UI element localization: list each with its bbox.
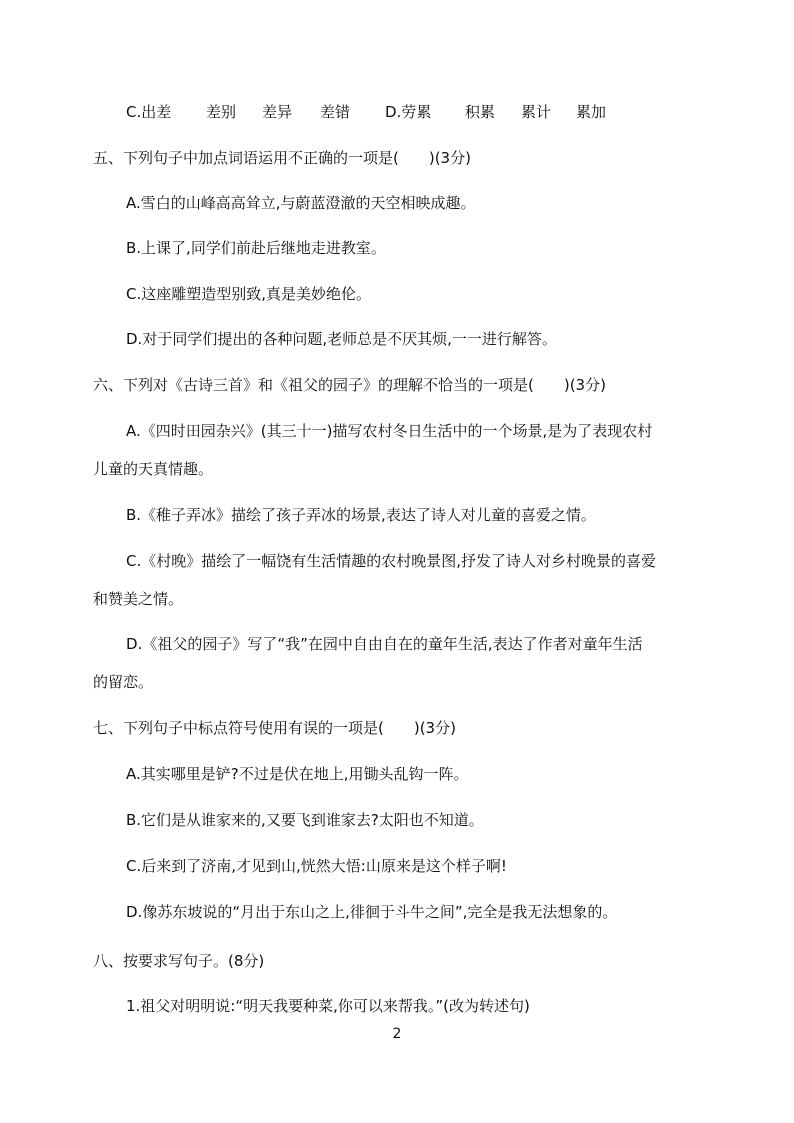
option-c-2: 差别 [206, 103, 237, 121]
q6-option-d-continued: 的留恋。 [93, 673, 154, 691]
q5-option-a: A.雪白的山峰高高耸立,与蔚蓝澄澈的天空相映成趣。 [126, 194, 476, 212]
option-c: C.出差 [126, 103, 172, 121]
q7-option-b: B.它们是从谁家来的,又要飞到谁家去?太阳也不知道。 [126, 811, 484, 829]
question-5-stem: 五、下列句子中加点词语运用不正确的一项是( )(3分) [93, 149, 471, 167]
option-c-3: 差异 [262, 103, 293, 121]
q7-option-c: C.后来到了济南,才见到山,恍然大悟:山原来是这个样子啊! [126, 857, 507, 875]
q8-item-1: 1.祖父对明明说:“明天我要种菜,你可以来帮我。”(改为转述句) [126, 997, 530, 1015]
q7-option-d: D.像苏东坡说的“月出于东山之上,徘徊于斗牛之间”,完全是我无法想象的。 [126, 903, 618, 921]
page-number: 2 [392, 1026, 402, 1042]
option-d-3: 累计 [521, 103, 552, 121]
q6-option-c: C.《村晚》描绘了一幅饶有生活情趣的农村晚景图,抒发了诗人对乡村晚景的喜爱 [126, 552, 657, 570]
q5-option-b: B.上课了,同学们前赴后继地走进教室。 [126, 239, 386, 257]
q6-option-a: A.《四时田园杂兴》(其三十一)描写农村冬日生活中的一个场景,是为了表现农村 [126, 422, 653, 440]
q6-option-a-continued: 儿童的天真情趣。 [93, 460, 214, 478]
q5-option-c: C.这座雕塑造型别致,真是美妙绝伦。 [126, 285, 372, 303]
carry-over-options [0, 102, 794, 122]
option-c-4: 差错 [320, 103, 351, 121]
question-7-stem: 七、下列句子中标点符号使用有误的一项是( )(3分) [93, 719, 456, 737]
q6-option-c-continued: 和赞美之情。 [93, 590, 184, 608]
q5-option-d: D.对于同学们提出的各种问题,老师总是不厌其烦,一一进行解答。 [126, 330, 557, 348]
question-8-stem: 八、按要求写句子。(8分) [93, 952, 265, 970]
option-d-2: 积累 [465, 103, 496, 121]
q6-option-d: D.《祖父的园子》写了“我”在园中自由自在的童年生活,表达了作者对童年生活 [126, 635, 643, 653]
option-d: D.劳累 [385, 103, 432, 121]
q6-option-b: B.《稚子弄冰》描绘了孩子弄冰的场景,表达了诗人对儿童的喜爱之情。 [126, 506, 596, 524]
q7-option-a: A.其实哪里是铲?不过是伏在地上,用锄头乱钩一阵。 [126, 765, 469, 783]
option-d-4: 累加 [576, 103, 607, 121]
question-6-stem: 六、下列对《古诗三首》和《祖父的园子》的理解不恰当的一项是( )(3分) [93, 376, 606, 394]
